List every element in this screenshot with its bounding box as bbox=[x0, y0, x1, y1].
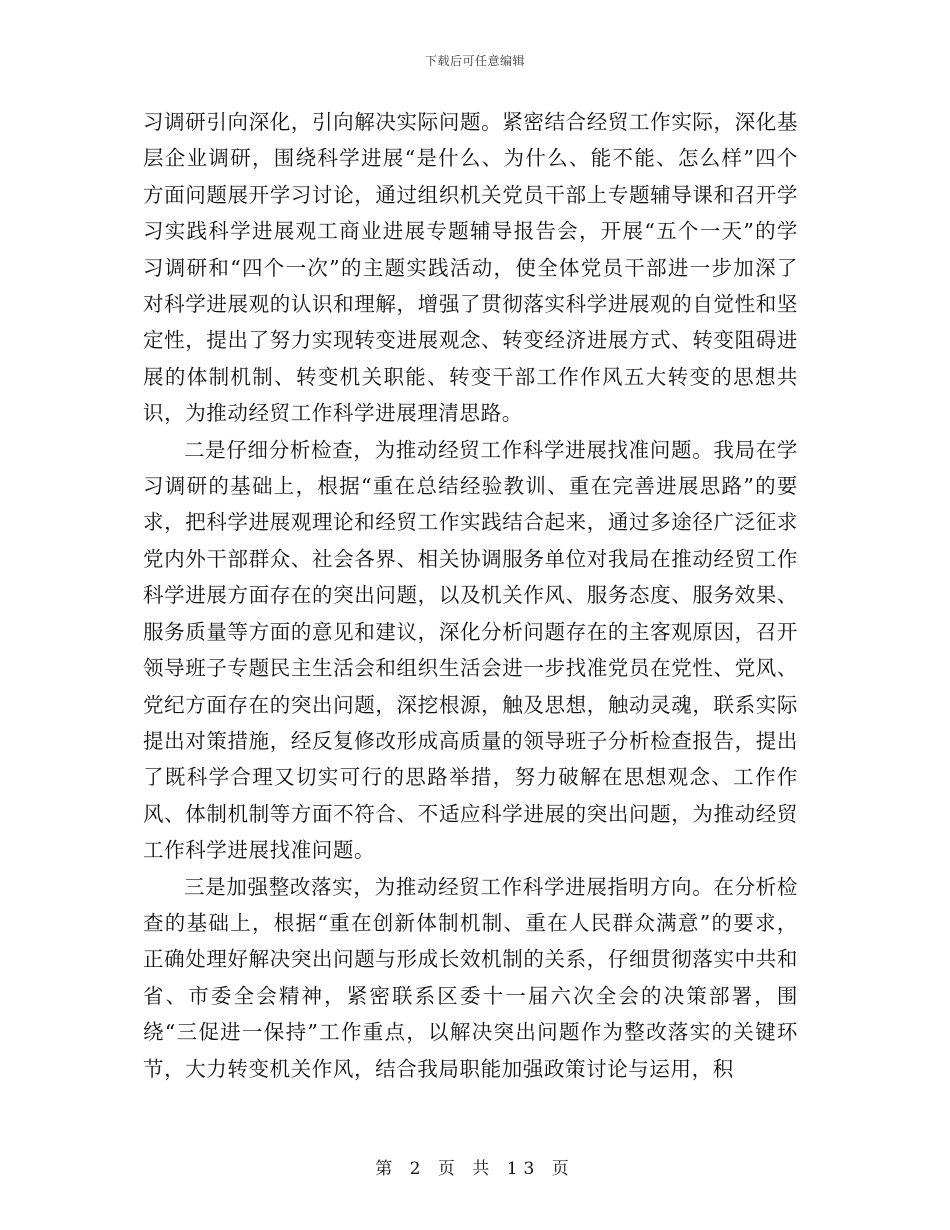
paragraph-3: 三是加强整改落实，为推动经贸工作科学进展指明方向。在分析检查的基础上，根据“重在创新体制机制、重在人民群众满意”的要求，正确处理好解决突出问题与形成长效机制的关系，仔细贯彻落实中共和省、市委全会精神，紧密联系区委十一届六次全会的决策部署，围绕“三促进一保持”工作重点，以解决突出问题作为整改落实的关键环节，大力转变机关作风，结合我局职能加强政策讨论与运用，积 bbox=[143, 874, 798, 1081]
page-header: 下载后可任意编辑 bbox=[424, 54, 525, 68]
paragraph-2: 二是仔细分析检查，为推动经贸工作科学进展找准问题。我局在学习调研的基础上，根据“重在总结经验教训、重在完善进展思路”的要求，把科学进展观理论和经贸工作实践结合起来，通过多途径广泛征求党内外干部群众、社会各界、相关协调服务单位对我局在推动经贸工作科学进展方面存在的突出问题，以及机关作风、服务态度、服务效果、服务质量等方面的意见和建议，深化分析问题存在的主客观原因，召开领导班子专题民主生活会和组织生活会进一步找准党员在党性、党风、党纪方面存在的突出问题，深挖根源，触及思想，触动灵魂，联系实际提出对策措施，经反复修改形成高质量的领导班子分析检查报告，提出了既科学合理又切实可行的思路举措，努力破解在思想观念、工作作风、体制机制等方面不符合、不适应科学进展的突出问题，为推动经贸工作科学进展找准问题。 bbox=[143, 437, 798, 863]
page-number-footer: 第 2 页 共 13 页 bbox=[375, 1159, 575, 1179]
paragraph-1: 习调研引向深化，引向解决实际问题。紧密结合经贸工作实际，深化基层企业调研，围绕科学进展“是什么、为什么、能不能、怎么样”四个方面问题展开学习讨论，通过组织机关党员干部上专题辅导课和召开学习实践科学进展观工商业进展专题辅导报告会，开展“五个一天”的学习调研和“四个一次”的主题实践活动，使全体党员干部进一步加深了对科学进展观的认识和理解，增强了贯彻落实科学进展观的自觉性和坚定性，提出了努力实现转变进展观念、转变经济进展方式、转变阻碍进展的体制机制、转变机关职能、转变干部工作作风五大转变的思想共识，为推动经贸工作科学进展理清思路。 bbox=[143, 110, 798, 426]
document-body bbox=[143, 104, 798, 1087]
